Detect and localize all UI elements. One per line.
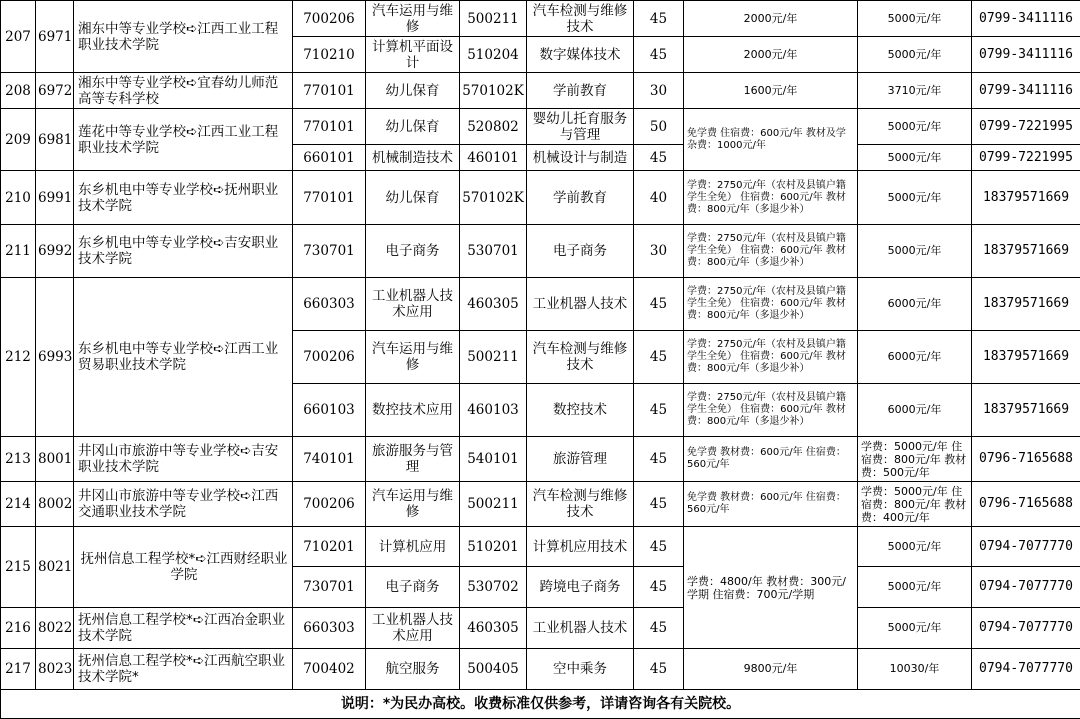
target-major-cell: 汽车检测与维修技术 bbox=[527, 482, 634, 527]
table-row bbox=[1, 171, 1080, 225]
code-cell: 6972 bbox=[36, 73, 74, 109]
target-code-cell: 510201 bbox=[460, 527, 527, 567]
major-code-cell: 770101 bbox=[293, 109, 366, 145]
accommodation-cell: 5000元/年 bbox=[858, 527, 972, 567]
school-cell: 东乡机电中等专业学校➪抚州职业技术学院 bbox=[74, 171, 293, 225]
table-row bbox=[1, 225, 1080, 278]
seq-cell: 208 bbox=[1, 73, 36, 109]
phone-cell: 0799-3411116 bbox=[972, 37, 1080, 73]
school-cell: 湘东中等专业学校➪宜春幼儿师范高等专科学校 bbox=[74, 73, 293, 109]
major-cell: 幼儿保育 bbox=[366, 171, 460, 225]
accommodation-cell: 6000元/年 bbox=[858, 331, 972, 384]
school-cell: 抚州信息工程学校*➪江西冶金职业技术学院 bbox=[74, 608, 293, 649]
quota-cell: 45 bbox=[634, 437, 684, 482]
target-major-cell: 机械设计与制造 bbox=[527, 145, 634, 171]
code-cell: 6993 bbox=[36, 278, 74, 437]
phone-cell: 18379571669 bbox=[972, 278, 1080, 331]
quota-cell: 45 bbox=[634, 482, 684, 527]
fee-cell: 学费：2750元/年（农村及县镇户籍学生全免） 住宿费：600元/年 教材费：800元/年（多退少补） bbox=[684, 384, 858, 437]
target-major-cell: 数控技术 bbox=[527, 384, 634, 437]
target-code-cell: 500211 bbox=[460, 331, 527, 384]
phone-cell: 0794-7077770 bbox=[972, 527, 1080, 567]
code-cell: 8001 bbox=[36, 437, 74, 482]
phone-cell: 0799-3411116 bbox=[972, 1, 1080, 37]
target-code-cell: 530702 bbox=[460, 567, 527, 608]
seq-cell: 215 bbox=[1, 527, 36, 608]
major-cell: 汽车运用与维修 bbox=[366, 1, 460, 37]
seq-cell: 216 bbox=[1, 608, 36, 649]
table-row bbox=[1, 1, 1080, 37]
table-row bbox=[1, 437, 1080, 482]
major-cell: 幼儿保育 bbox=[366, 73, 460, 109]
major-code-cell: 700402 bbox=[293, 649, 366, 690]
major-code-cell: 700206 bbox=[293, 1, 366, 37]
major-code-cell: 660103 bbox=[293, 384, 366, 437]
seq-cell: 211 bbox=[1, 225, 36, 278]
table-row bbox=[1, 73, 1080, 109]
phone-cell: 18379571669 bbox=[972, 225, 1080, 278]
accommodation-cell: 6000元/年 bbox=[858, 278, 972, 331]
phone-cell: 0794-7077770 bbox=[972, 567, 1080, 608]
target-major-cell: 学前教育 bbox=[527, 171, 634, 225]
table-row bbox=[1, 482, 1080, 527]
fee-cell: 2000元/年 bbox=[684, 1, 858, 37]
phone-cell: 18379571669 bbox=[972, 171, 1080, 225]
major-cell: 机械制造技术 bbox=[366, 145, 460, 171]
school-cell: 莲花中等专业学校➪江西工业工程职业技术学院 bbox=[74, 109, 293, 171]
quota-cell: 45 bbox=[634, 145, 684, 171]
target-code-cell: 500211 bbox=[460, 482, 527, 527]
target-major-cell: 工业机器人技术 bbox=[527, 608, 634, 649]
table-row bbox=[1, 278, 1080, 331]
target-major-cell: 工业机器人技术 bbox=[527, 278, 634, 331]
code-cell: 8022 bbox=[36, 608, 74, 649]
school-cell: 井冈山市旅游中等专业学校➪江西交通职业技术学院 bbox=[74, 482, 293, 527]
code-cell: 6991 bbox=[36, 171, 74, 225]
major-code-cell: 660303 bbox=[293, 278, 366, 331]
school-cell: 东乡机电中等专业学校➪江西工业贸易职业技术学院 bbox=[74, 278, 293, 437]
school-cell: 抚州信息工程学校*➪江西航空职业技术学院* bbox=[74, 649, 293, 690]
major-cell: 旅游服务与管理 bbox=[366, 437, 460, 482]
phone-cell: 0796-7165688 bbox=[972, 437, 1080, 482]
major-cell: 计算机平面设计 bbox=[366, 37, 460, 73]
major-code-cell: 730701 bbox=[293, 225, 366, 278]
target-code-cell: 570102K bbox=[460, 73, 527, 109]
major-cell: 计算机应用 bbox=[366, 527, 460, 567]
school-cell: 井冈山市旅游中等专业学校➪吉安职业技术学院 bbox=[74, 437, 293, 482]
accommodation-cell: 5000元/年 bbox=[858, 567, 972, 608]
seq-cell: 210 bbox=[1, 171, 36, 225]
accommodation-cell: 3710元/年 bbox=[858, 73, 972, 109]
target-code-cell: 530701 bbox=[460, 225, 527, 278]
target-major-cell: 数字媒体技术 bbox=[527, 37, 634, 73]
major-code-cell: 740101 bbox=[293, 437, 366, 482]
fee-cell: 免学费 住宿费：600元/年 教材及学杂费：1000元/年 bbox=[684, 109, 858, 171]
phone-cell: 0794-7077770 bbox=[972, 608, 1080, 649]
quota-cell: 45 bbox=[634, 649, 684, 690]
quota-cell: 45 bbox=[634, 331, 684, 384]
major-cell: 幼儿保育 bbox=[366, 109, 460, 145]
phone-cell: 18379571669 bbox=[972, 384, 1080, 437]
fee-cell: 学费：2750元/年（农村及县镇户籍学生全免） 住宿费：600元/年 教材费：800元/年（多退少补） bbox=[684, 278, 858, 331]
fee-cell: 1600元/年 bbox=[684, 73, 858, 109]
target-code-cell: 460305 bbox=[460, 608, 527, 649]
quota-cell: 30 bbox=[634, 73, 684, 109]
major-code-cell: 700206 bbox=[293, 482, 366, 527]
accommodation-cell: 5000元/年 bbox=[858, 225, 972, 278]
fee-cell: 免学费 教材费：600元/年 住宿费：560元/年 bbox=[684, 482, 858, 527]
accommodation-cell: 10030/年 bbox=[858, 649, 972, 690]
seq-cell: 213 bbox=[1, 437, 36, 482]
major-cell: 航空服务 bbox=[366, 649, 460, 690]
major-code-cell: 660303 bbox=[293, 608, 366, 649]
quota-cell: 30 bbox=[634, 225, 684, 278]
phone-cell: 0799-3411116 bbox=[972, 73, 1080, 109]
target-major-cell: 空中乘务 bbox=[527, 649, 634, 690]
phone-cell: 0799-7221995 bbox=[972, 145, 1080, 171]
code-cell: 8021 bbox=[36, 527, 74, 608]
accommodation-cell: 5000元/年 bbox=[858, 1, 972, 37]
target-major-cell: 学前教育 bbox=[527, 73, 634, 109]
major-cell: 汽车运用与维修 bbox=[366, 482, 460, 527]
target-code-cell: 540101 bbox=[460, 437, 527, 482]
phone-cell: 18379571669 bbox=[972, 331, 1080, 384]
school-cell: 东乡机电中等专业学校➪吉安职业技术学院 bbox=[74, 225, 293, 278]
fee-cell: 9800元/年 bbox=[684, 649, 858, 690]
major-code-cell: 710210 bbox=[293, 37, 366, 73]
major-code-cell: 770101 bbox=[293, 171, 366, 225]
accommodation-cell: 5000元/年 bbox=[858, 171, 972, 225]
table-row bbox=[1, 109, 1080, 145]
quota-cell: 45 bbox=[634, 608, 684, 649]
seq-cell: 217 bbox=[1, 649, 36, 690]
major-cell: 工业机器人技术应用 bbox=[366, 278, 460, 331]
accommodation-cell: 5000元/年 bbox=[858, 145, 972, 171]
fee-cell: 学费：2750元/年（农村及县镇户籍学生全免） 住宿费：600元/年 教材费：800元/年（多退少补） bbox=[684, 171, 858, 225]
table-row bbox=[1, 527, 1080, 567]
code-cell: 8002 bbox=[36, 482, 74, 527]
quota-cell: 45 bbox=[634, 1, 684, 37]
major-code-cell: 700206 bbox=[293, 331, 366, 384]
major-code-cell: 710201 bbox=[293, 527, 366, 567]
seq-cell: 207 bbox=[1, 1, 36, 73]
quota-cell: 40 bbox=[634, 171, 684, 225]
quota-cell: 45 bbox=[634, 567, 684, 608]
target-code-cell: 570102K bbox=[460, 171, 527, 225]
code-cell: 6971 bbox=[36, 1, 74, 73]
quota-cell: 45 bbox=[634, 278, 684, 331]
target-code-cell: 500405 bbox=[460, 649, 527, 690]
quota-cell: 45 bbox=[634, 527, 684, 567]
major-code-cell: 730701 bbox=[293, 567, 366, 608]
seq-cell: 209 bbox=[1, 109, 36, 171]
accommodation-cell: 6000元/年 bbox=[858, 384, 972, 437]
table-row bbox=[1, 649, 1080, 690]
fee-cell: 学费：2750元/年（农村及县镇户籍学生全免） 住宿费：600元/年 教材费：800元/年（多退少补） bbox=[684, 225, 858, 278]
fee-cell: 学费：2750元/年（农村及县镇户籍学生全免） 住宿费：600元/年 教材费：800元/年（多退少补） bbox=[684, 331, 858, 384]
target-code-cell: 460305 bbox=[460, 278, 527, 331]
major-code-cell: 660101 bbox=[293, 145, 366, 171]
target-code-cell: 460103 bbox=[460, 384, 527, 437]
target-major-cell: 婴幼儿托育服务与管理 bbox=[527, 109, 634, 145]
accommodation-cell: 5000元/年 bbox=[858, 37, 972, 73]
accommodation-cell: 学费：5000元/年 住宿费：800元/年 教材费：500元/年 bbox=[858, 437, 972, 482]
major-cell: 工业机器人技术应用 bbox=[366, 608, 460, 649]
accommodation-cell: 5000元/年 bbox=[858, 109, 972, 145]
target-code-cell: 500211 bbox=[460, 1, 527, 37]
code-cell: 6981 bbox=[36, 109, 74, 171]
school-cell: 湘东中等专业学校➪江西工业工程职业技术学院 bbox=[74, 1, 293, 73]
quota-cell: 45 bbox=[634, 384, 684, 437]
footer-note: 说明：*为民办高校。收费标准仅供参考，详请咨询各有关院校。 bbox=[1, 690, 1080, 719]
major-code-cell: 770101 bbox=[293, 73, 366, 109]
accommodation-cell: 学费：5000元/年 住宿费：800元/年 教材费：400元/年 bbox=[858, 482, 972, 527]
seq-cell: 214 bbox=[1, 482, 36, 527]
code-cell: 8023 bbox=[36, 649, 74, 690]
target-code-cell: 460101 bbox=[460, 145, 527, 171]
target-major-cell: 汽车检测与维修技术 bbox=[527, 1, 634, 37]
target-major-cell: 旅游管理 bbox=[527, 437, 634, 482]
target-major-cell: 汽车检测与维修技术 bbox=[527, 331, 634, 384]
seq-cell: 212 bbox=[1, 278, 36, 437]
target-code-cell: 510204 bbox=[460, 37, 527, 73]
target-major-cell: 跨境电子商务 bbox=[527, 567, 634, 608]
target-major-cell: 电子商务 bbox=[527, 225, 634, 278]
phone-cell: 0796-7165688 bbox=[972, 482, 1080, 527]
major-cell: 电子商务 bbox=[366, 225, 460, 278]
fee-cell: 学费：4800/年 教材费：300元/学期 住宿费：700元/学期 bbox=[684, 527, 858, 649]
code-cell: 6992 bbox=[36, 225, 74, 278]
target-code-cell: 520802 bbox=[460, 109, 527, 145]
fee-cell: 2000元/年 bbox=[684, 37, 858, 73]
quota-cell: 50 bbox=[634, 109, 684, 145]
fee-cell: 免学费 教材费：600元/年 住宿费：560元/年 bbox=[684, 437, 858, 482]
quota-cell: 45 bbox=[634, 37, 684, 73]
school-cell: 抚州信息工程学校*➪江西财经职业学院 bbox=[74, 527, 293, 608]
major-cell: 电子商务 bbox=[366, 567, 460, 608]
major-cell: 汽车运用与维修 bbox=[366, 331, 460, 384]
target-major-cell: 计算机应用技术 bbox=[527, 527, 634, 567]
footer-row bbox=[1, 690, 1080, 719]
major-cell: 数控技术应用 bbox=[366, 384, 460, 437]
phone-cell: 0794-7077770 bbox=[972, 649, 1080, 690]
table-row bbox=[1, 608, 1080, 649]
phone-cell: 0799-7221995 bbox=[972, 109, 1080, 145]
accommodation-cell: 5000元/年 bbox=[858, 608, 972, 649]
